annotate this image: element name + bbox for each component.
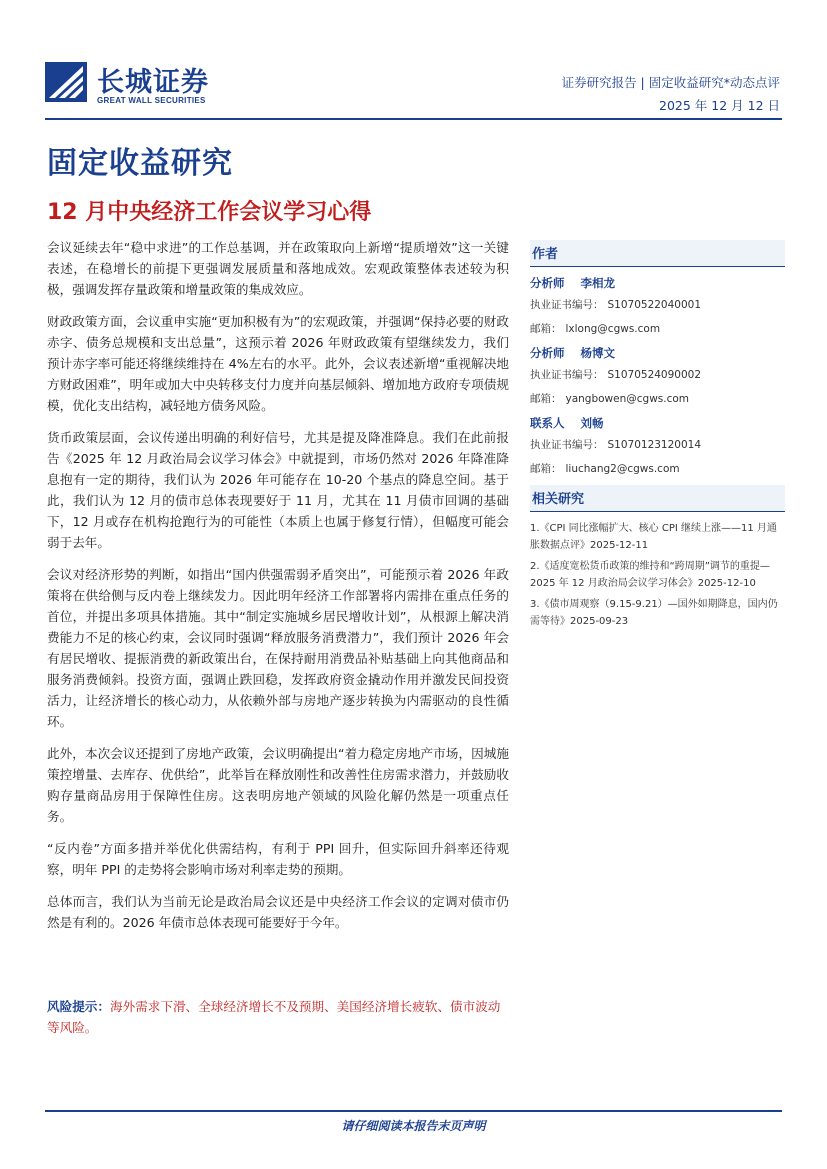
related-research [530, 485, 785, 630]
author-email-link[interactable]: liuchang2@cgws.com [565, 463, 680, 475]
risk-warning [47, 996, 509, 1038]
body-paragraph: “反内卷”方面多措并举优化供需结构，有利于 PPI 回升，但实际回升斜率还待观察，明年 PPI 的走势将会影响市场对利率走势的预期。 [47, 841, 509, 877]
cert-number: S1070123120014 [607, 439, 702, 451]
related-item-link[interactable]: 2.《适度宽松货币政策的维持和“跨周期”调节的重提—2025 年 12 月政治局会议学习体会》2025-12-10 [530, 561, 770, 589]
author-role: 分析师 [530, 276, 565, 290]
page-title: 固定收益研究 [47, 146, 233, 181]
body-paragraph: 财政政策方面，会议重申实施“更加积极有为”的宏观政策，并强调“保持必要的财政赤字、债务总规模和支出总量”，这预示着 2026 年财政政策有望继续发力，我们预计赤字率可能还将继续维持在 4%左右的水平。此外，会议表述新增“重视解决地方财政困难”，明年或加大中央转移支付力度并向基层倾斜、增加地方政府专项债规模，优化支出结构，减轻地方债务风险。 [47, 314, 509, 413]
author-role: 联系人 [530, 416, 565, 430]
risk-text: 海外需求下滑、全球经济增长不及预期、美国经济增长疲软、债市波动等风险。 [47, 999, 501, 1035]
author-role: 分析师 [530, 346, 565, 360]
author-block [530, 275, 785, 336]
related-item-link[interactable]: 1.《CPI 同比涨幅扩大、核心 CPI 继续上涨——11 月通胀数据点评》2025-12-11 [530, 523, 777, 551]
author-email-link[interactable]: yangbowen@cgws.com [565, 393, 690, 405]
body-paragraph: 此外，本次会议还提到了房地产政策，会议明确提出“着力稳定房地产市场，因城施策控增量、去库存、优供给”，此举旨在释放刚性和改善性住房需求潜力，并鼓励收购存量商品房用于保障性住房。这表明房地产领域的风险化解仍然是一项重点任务。 [47, 746, 509, 824]
body-paragraph: 会议延续去年“稳中求进”的工作总基调，并在政策取向上新增“提质增效”这一关键表述，在稳增长的前提下更强调发展质量和落地成效。宏观政策整体表述较为积极，强调发挥存量政策和增量政策的集成效应。 [47, 240, 509, 297]
report-type: 证券研究报告 | 固定收益研究*动态点评 [561, 75, 780, 90]
email-label: 邮箱： [530, 323, 562, 335]
email-label: 邮箱： [530, 393, 562, 405]
logo-text-cn: 长城证券 [97, 67, 209, 98]
cert-number: S1070522040001 [607, 299, 702, 311]
company-logo [45, 60, 245, 110]
report-meta [562, 73, 780, 114]
risk-label: 风险提示： [47, 999, 110, 1014]
report-date: 2025 年 12 月 12 日 [659, 98, 780, 113]
related-list [530, 520, 785, 630]
authors-heading: 作者 [530, 240, 785, 267]
logo-text-en: GREAT WALL SECURITIES [97, 96, 206, 105]
body-paragraph: 货币政策层面，会议传递出明确的利好信号，尤其是提及降准降息。我们在此前报告《2025 年 12 月政治局会议学习体会》中就提到，市场仍然对 2026 年降准降息抱有一定的期待，我们认为 2026 年可能存在 10-20 个基点的降息空间。基于此，我们认为 12 月的债市总体表现要好于 11 月，尤其在 11 月债市回调的基础下，12 月或存在机构抢跑行为的可能性（本质上也属于修复行情），但幅度可能会弱于去年。 [47, 430, 509, 550]
footer-divider [45, 1110, 782, 1112]
author-name: 刘畅 [580, 416, 604, 430]
related-item-link[interactable]: 3.《债市周观察（9.15-9.21）—国外如期降息，国内仍需等待》2025-09-23 [530, 599, 778, 627]
author-name: 杨博文 [580, 346, 615, 360]
footer-disclaimer: 请仔细阅读本报告末页声明 [341, 1119, 486, 1133]
author-name: 李相龙 [580, 276, 615, 290]
cert-number: S1070524090002 [607, 369, 702, 381]
report-title: 12 月中央经济工作会议学习心得 [47, 200, 372, 225]
main-body [47, 237, 509, 944]
cert-label: 执业证书编号： [530, 369, 604, 381]
related-heading: 相关研究 [530, 485, 785, 512]
email-label: 邮箱： [530, 463, 562, 475]
sidebar [530, 240, 785, 634]
author-block [530, 345, 785, 406]
header-divider [45, 118, 782, 120]
body-paragraph: 会议对经济形势的判断，如指出“国内供强需弱矛盾突出”，可能预示着 2026 年政策将在供给侧与反内卷上继续发力。因此明年经济工作部署将内需排在重点任务的首位，并提出多项具体措施。其中“制定实施城乡居民增收计划”，从根源上解决消费能力不足的核心约束，会议同时强调“释放服务消费潜力”，我们预计 2026 年会有居民增收、提振消费的新政策出台，在保持耐用消费品补贴基础上向其他商品和服务消费倾斜。投资方面，强调止跌回稳，发挥政府资金撬动作用并激发民间投资活力，让经济增长的核心动力，从依赖外部与房地产逐步转换为内需驱动的良性循环。 [47, 567, 509, 729]
author-email-link[interactable]: lxlong@cgws.com [565, 323, 661, 335]
cert-label: 执业证书编号： [530, 299, 604, 311]
author-block [530, 415, 785, 476]
logo-mark-icon [45, 62, 87, 102]
body-paragraph: 总体而言，我们认为当前无论是政治局会议还是中央经济工作会议的定调对债市仍然是有利的。2026 年债市总体表现可能要好于今年。 [47, 894, 509, 930]
cert-label: 执业证书编号： [530, 439, 604, 451]
